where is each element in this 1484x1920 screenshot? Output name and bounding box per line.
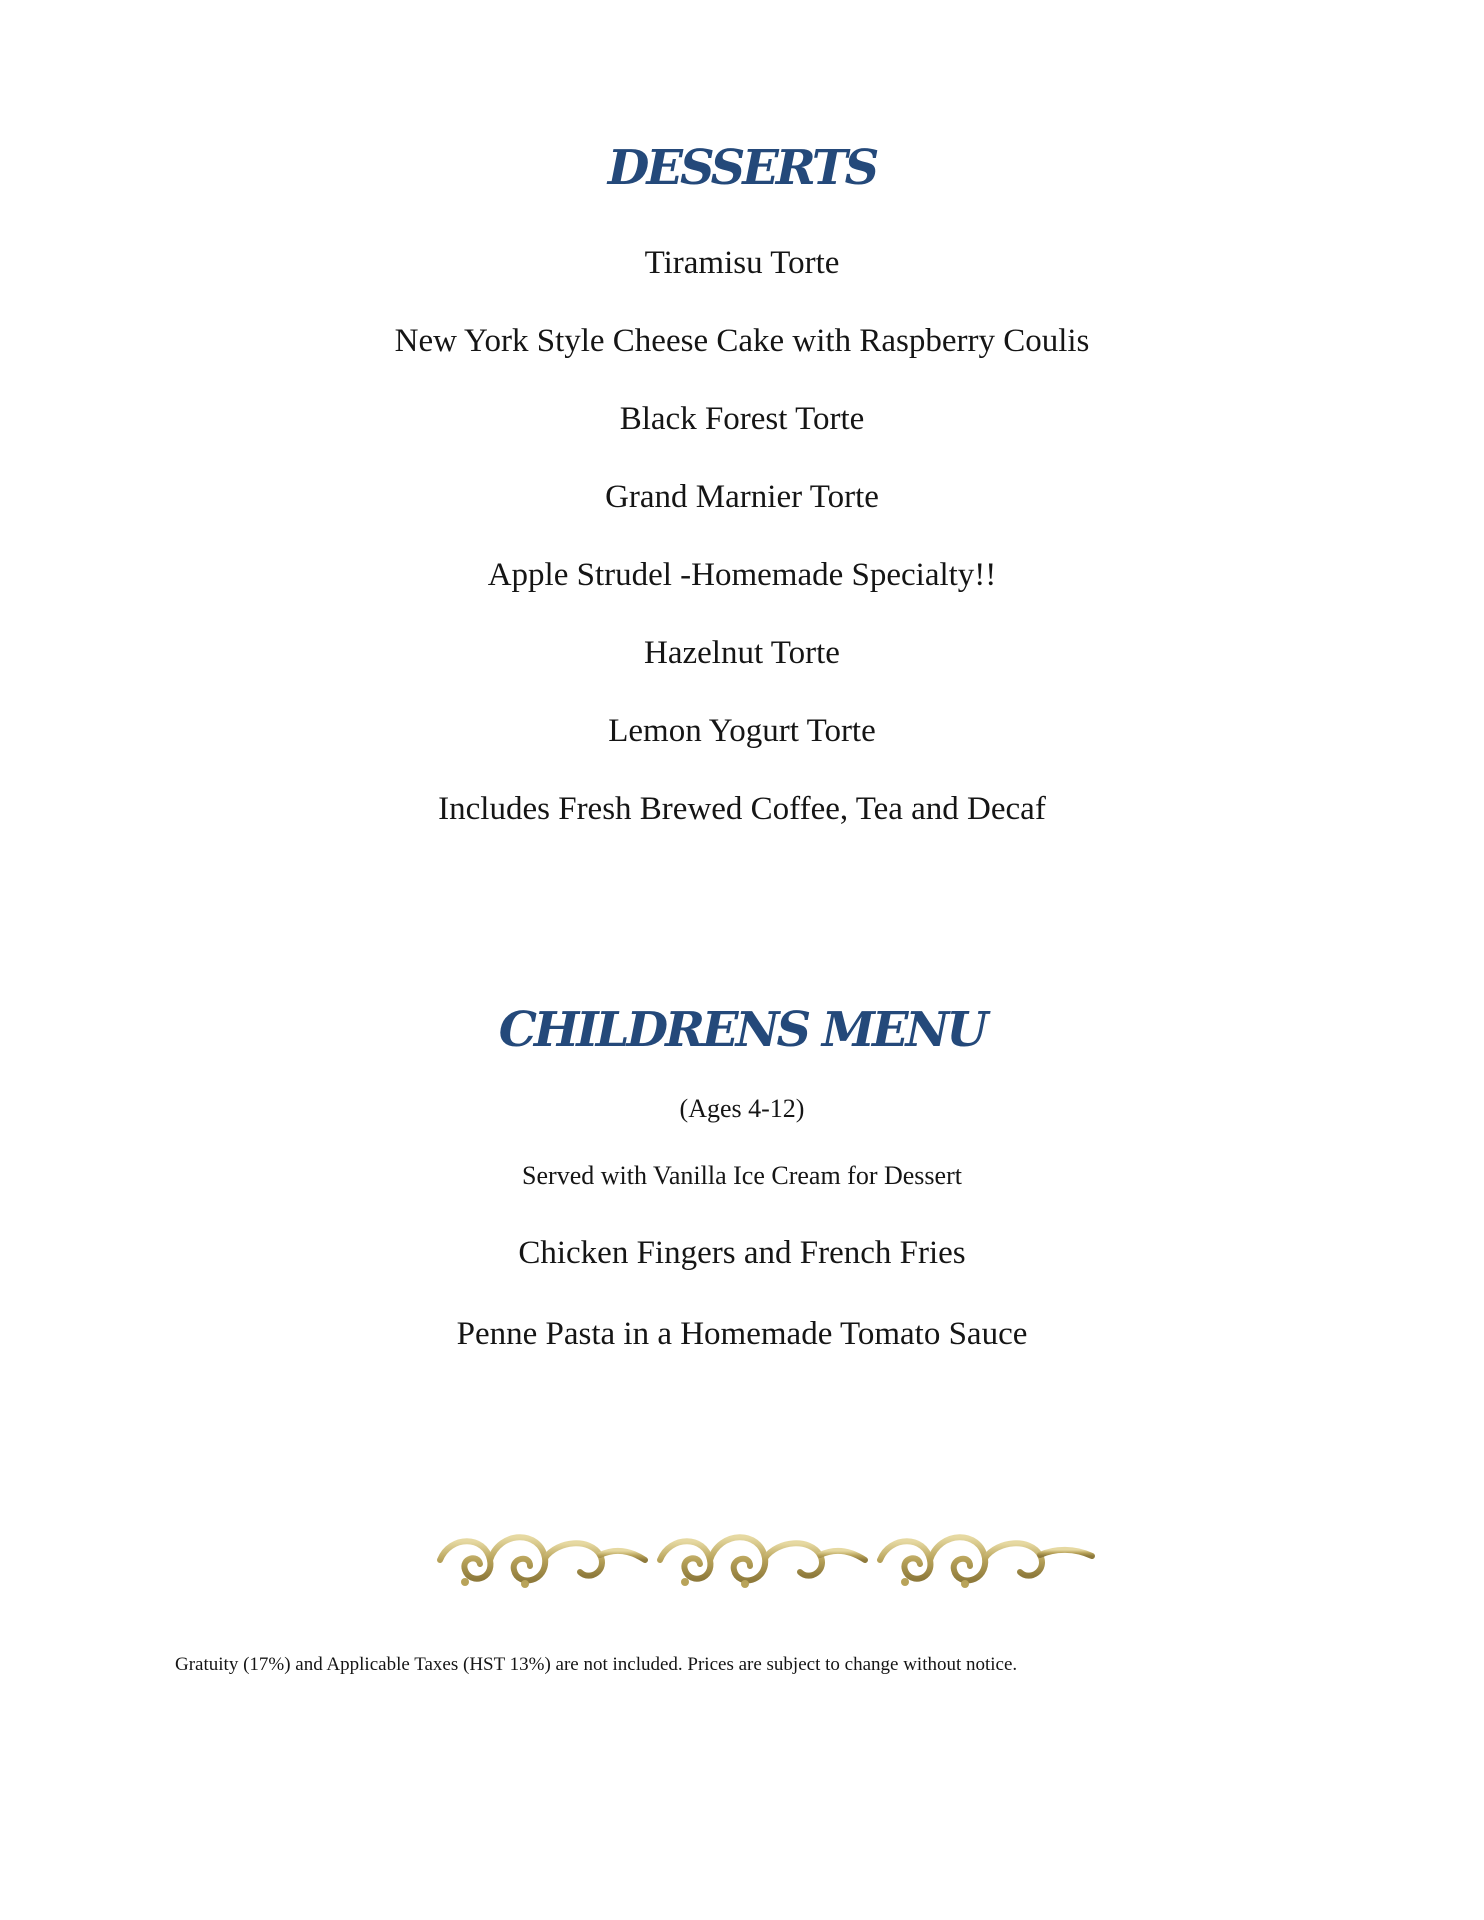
dessert-item: Apple Strudel -Homemade Specialty!! (487, 557, 997, 593)
gold-scroll-ornament-icon (430, 1520, 1100, 1600)
dessert-item: Grand Marnier Torte (605, 479, 879, 515)
dessert-item: Black Forest Torte (619, 401, 865, 437)
childrens-dessert-note: Served with Vanilla Ice Cream for Dessert (522, 1161, 962, 1190)
childrens-item: Chicken Fingers and French Fries (518, 1235, 966, 1271)
childrens-menu-heading: CHILDRENS MENU (498, 1002, 986, 1058)
childrens-item: Penne Pasta in a Homemade Tomato Sauce (456, 1316, 1028, 1352)
desserts-heading: DESSERTS (607, 140, 877, 196)
dessert-item: Lemon Yogurt Torte (608, 713, 876, 749)
dessert-included-note: Includes Fresh Brewed Coffee, Tea and Decaf (438, 791, 1046, 827)
childrens-ages: (Ages 4-12) (679, 1094, 805, 1123)
gratuity-tax-footnote: Gratuity (17%) and Applicable Taxes (HST 13%) are not included. Prices are subject to change without notice. (175, 1654, 1018, 1675)
dessert-item: Hazelnut Torte (644, 635, 840, 671)
dessert-item: New York Style Cheese Cake with Raspberry Coulis (394, 323, 1090, 359)
dessert-item: Tiramisu Torte (644, 245, 840, 281)
